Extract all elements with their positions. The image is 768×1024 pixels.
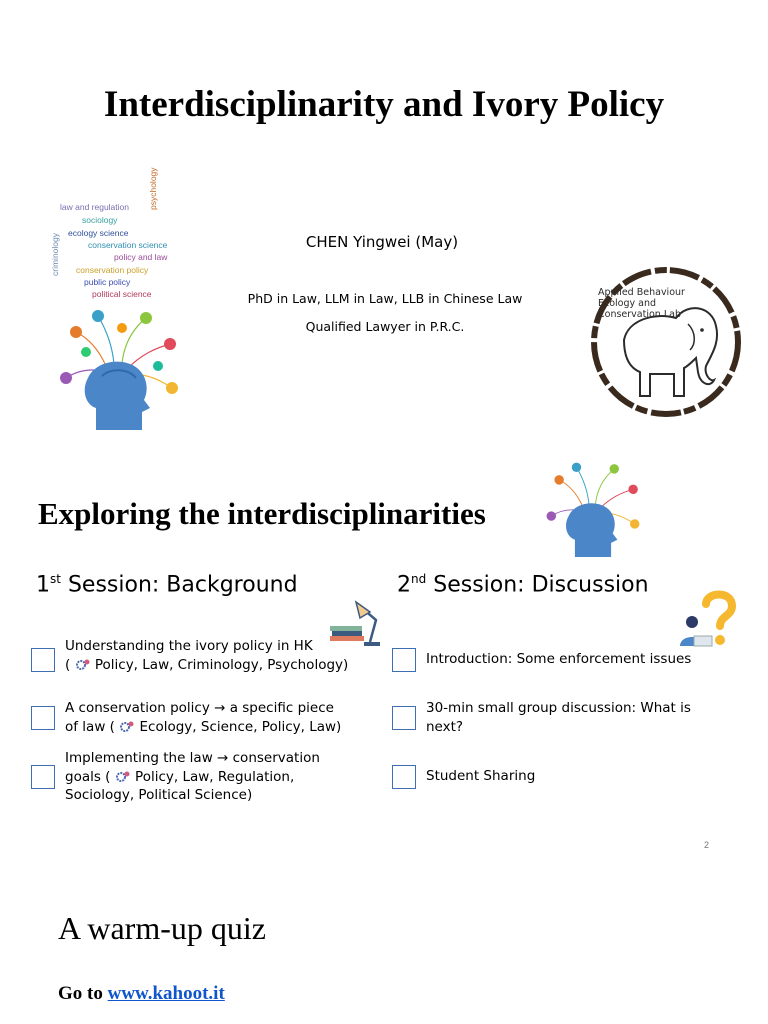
session1-ordinal: 1 (36, 572, 50, 598)
session2-item3-checkbox[interactable] (392, 765, 416, 789)
item-text: goals ( (65, 768, 115, 785)
item-text: ( (65, 656, 75, 673)
gears-icon (115, 770, 131, 783)
word-cloud-term: criminology (50, 233, 60, 276)
slide-title: Exploring the interdisciplinarities (38, 496, 486, 531)
item-text-line (65, 718, 341, 737)
word-cloud-term: policy and law (114, 252, 168, 262)
session2-item3 (426, 767, 535, 786)
session1-item3 (65, 749, 320, 805)
item-text-line: next? (426, 718, 464, 735)
gears-icon (75, 658, 91, 671)
item-text-line: A conservation policy → a specific piece (65, 700, 334, 716)
item-text: Policy, Law, Regulation, (130, 768, 295, 785)
item-text-line (65, 768, 320, 787)
session2-item1-checkbox[interactable] (392, 648, 416, 672)
word-cloud-term: ecology science (68, 228, 129, 238)
gears-icon (119, 720, 135, 733)
word-cloud-term: conservation policy (76, 265, 149, 275)
presenter-name: CHEN Yingwei (May) (305, 233, 459, 251)
session2-ordinal: 2 (397, 572, 411, 598)
item-text: Ecology, Science, Policy, Law) (135, 718, 342, 735)
item-text: of law ( (65, 718, 120, 735)
word-cloud-term: political science (92, 289, 152, 299)
item-text-line: 30-min small group discussion: What is (426, 700, 691, 716)
session1-item1 (65, 637, 348, 674)
lab-name-line: Ecology and (598, 298, 657, 309)
lab-name-line: Conservation Lab (598, 309, 681, 320)
item-text-line (65, 656, 348, 675)
session1-ordinal-suffix: st (50, 572, 61, 586)
discipline-word-cloud (48, 167, 168, 300)
word-cloud-term: psychology (148, 167, 158, 210)
session1-item3-checkbox[interactable] (31, 765, 55, 789)
slide-title: A warm-up quiz (58, 910, 266, 946)
question-mark-person-icon (676, 588, 742, 650)
lab-name-line: Applied Behaviour (598, 287, 685, 298)
item-text: Policy, Law, Criminology, Psychology) (90, 656, 349, 673)
session2-item2 (426, 699, 691, 736)
word-cloud-term: sociology (82, 215, 118, 225)
word-cloud-term: conservation science (88, 240, 168, 250)
item-text-line: Understanding the ivory policy in HK (65, 638, 313, 654)
session2-item2-checkbox[interactable] (392, 706, 416, 730)
item-text-line: Sociology, Political Science) (65, 787, 253, 803)
thinking-head-icon (58, 308, 180, 430)
presenter-qualification: Qualified Lawyer in P.R.C. (305, 319, 465, 334)
item-text-line: Introduction: Some enforcement issues (426, 651, 692, 667)
session1-item2 (65, 699, 341, 736)
session2-ordinal-suffix: nd (411, 572, 427, 586)
session2-item1 (426, 650, 691, 669)
session2-label: Session: Discussion (426, 572, 649, 598)
item-text-line: Student Sharing (426, 768, 536, 784)
kahoot-link[interactable]: www.kahoot.it (107, 983, 225, 1004)
presenter-credentials: PhD in Law, LLM in Law, LLB in Chinese Law (247, 291, 523, 306)
thinking-head-icon (545, 460, 641, 558)
word-cloud-term: law and regulation (60, 202, 129, 212)
session2-heading (397, 572, 649, 597)
session1-label: Session: Background (60, 572, 298, 598)
session1-heading (36, 572, 298, 597)
session1-item1-checkbox[interactable] (31, 648, 55, 672)
word-cloud-term: public policy (84, 277, 131, 287)
kahoot-instruction (58, 983, 225, 1005)
item-text-line: Implementing the law → conservation (65, 750, 320, 766)
slide-title: Interdisciplinarity and Ivory Policy (103, 84, 665, 125)
page-number: 2 (704, 840, 710, 850)
lab-elephant-logo (584, 262, 748, 420)
goto-prefix: Go to (58, 983, 108, 1004)
session1-item2-checkbox[interactable] (31, 706, 55, 730)
